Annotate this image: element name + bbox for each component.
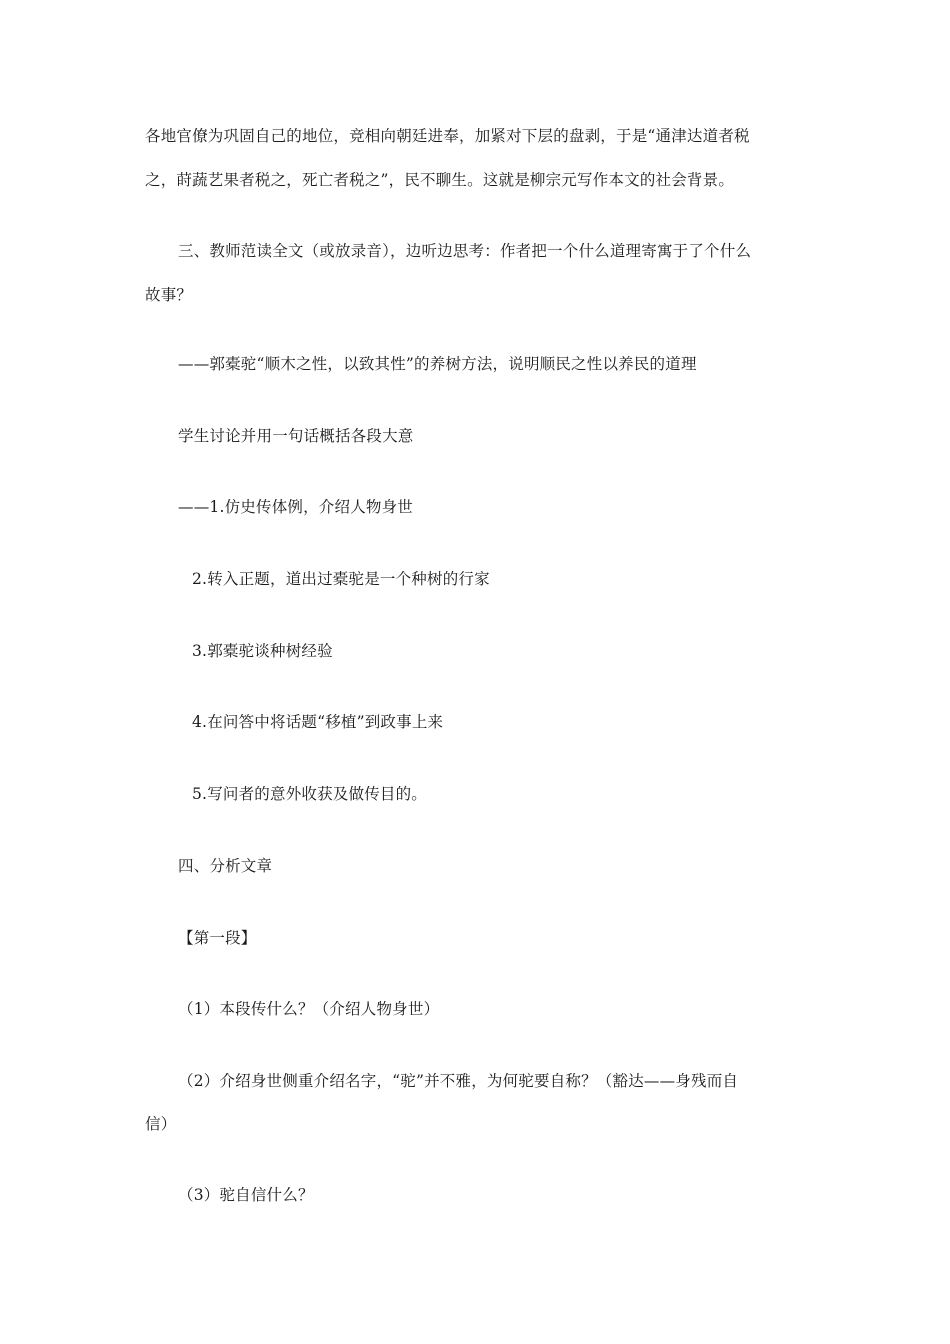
- section-three-heading-line-2: 故事？: [145, 286, 193, 304]
- summary-item-3: 3.郭橐驼谈种树经验: [192, 642, 333, 660]
- summary-item-5: 5.写问者的意外收获及做传目的。: [192, 785, 427, 803]
- question-2-line-2: 信）: [145, 1115, 177, 1133]
- discussion-prompt: 学生讨论并用一句话概括各段大意: [178, 427, 414, 445]
- section-four-heading: 四、分析文章: [178, 857, 273, 875]
- question-1: （1）本段传什么？（介绍人物身世）: [178, 1000, 440, 1018]
- answer-main-idea: ——郭橐驼“顺木之性，以致其性”的养树方法，说明顺民之性以养民的道理: [178, 355, 697, 373]
- question-2-line-1: （2）介绍身世侧重介绍名字，“驼”并不雅，为何驼要自称？（豁达——身残而自: [178, 1072, 739, 1090]
- summary-item-2: 2.转入正题，道出过橐驼是一个种树的行家: [192, 570, 490, 588]
- question-3: （3）驼自信什么？: [178, 1186, 314, 1204]
- paragraph-background-line-1: 各地官僚为巩固自己的地位，竞相向朝廷进奉，加紧对下层的盘剥，于是“通津达道者税: [145, 127, 750, 145]
- paragraph-one-label: 【第一段】: [178, 929, 257, 947]
- paragraph-background-line-2: 之，莳蔬艺果者税之，死亡者税之”，民不聊生。这就是柳宗元写作本文的社会背景。: [145, 171, 735, 189]
- section-three-heading-line-1: 三、教师范读全文（或放录音），边听边思考：作者把一个什么道理寄寓于了个什么: [178, 242, 752, 260]
- summary-item-1: ——1.仿史传体例，介绍人物身世: [178, 498, 413, 516]
- summary-item-4: 4.在问答中将话题“移植”到政事上来: [192, 713, 444, 731]
